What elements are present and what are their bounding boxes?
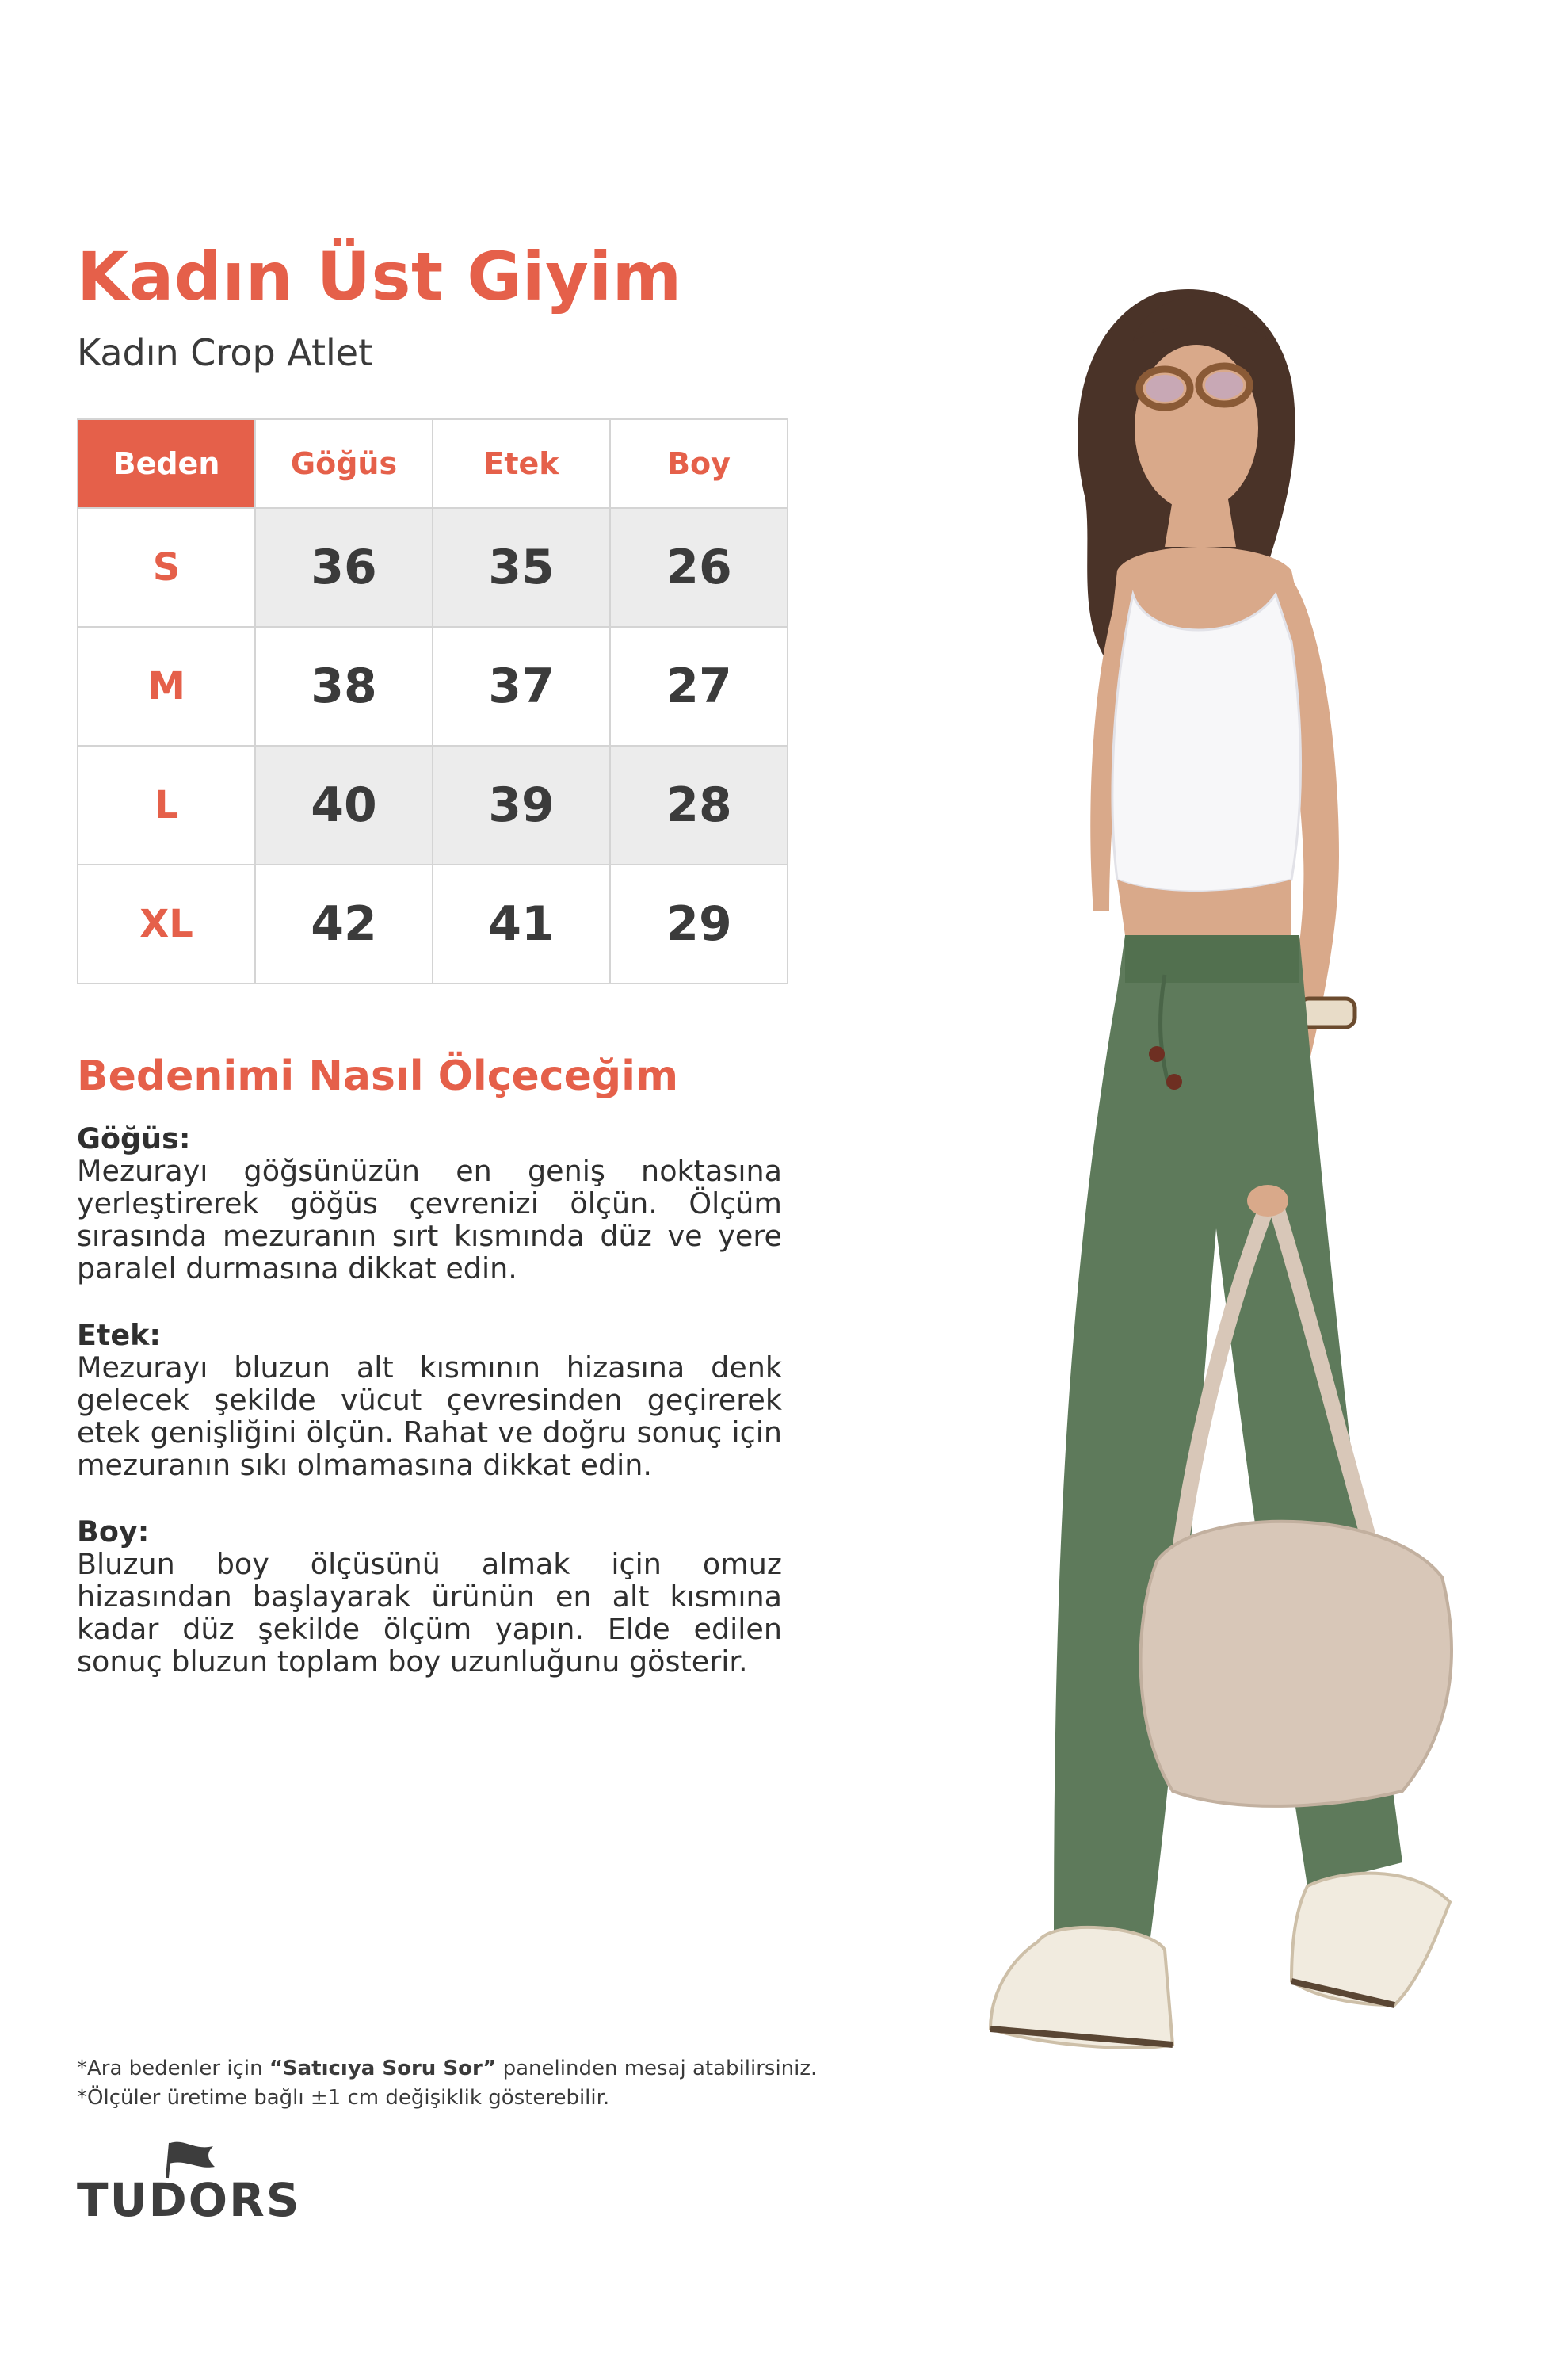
table-row [78, 746, 788, 865]
etek-value: 41 [433, 865, 610, 984]
guide-section-etek [77, 1319, 782, 1481]
footnote-suffix: panelinden mesaj atabilirsiniz. [496, 2057, 818, 2080]
gogus-value: 40 [255, 746, 433, 865]
size-label: M [78, 627, 255, 746]
brand-logo [77, 2140, 301, 2227]
boy-value: 29 [610, 865, 788, 984]
boy-value: 26 [610, 508, 788, 627]
gogus-value: 38 [255, 627, 433, 746]
guide-section-boy [77, 1515, 782, 1678]
column-header-beden: Beden [78, 419, 255, 508]
boy-value: 27 [610, 627, 788, 746]
footnote-emphasis: “Satıcıya Soru Sor” [269, 2057, 497, 2080]
table-header-row [78, 419, 788, 508]
guide-title: Bedenimi Nasıl Ölçeceğim [77, 1052, 679, 1100]
gogus-value: 36 [255, 508, 433, 627]
column-header-gogus: Göğüs [255, 419, 433, 508]
column-header-etek: Etek [433, 419, 610, 508]
footnote-line: *Ölçüler üretime bağlı ±1 cm değişiklik gösterebilir. [77, 2086, 610, 2110]
table-row [78, 865, 788, 984]
size-label: XL [78, 865, 255, 984]
table-row [78, 627, 788, 746]
guide-text: Bluzun boy ölçüsünü almak için omuz hizasından başlayarak ürünün en alt kısmına kadar düz şekilde ölçüm yapın. Elde edilen sonuç bluzun toplam boy uzunluğunu gösterir. [77, 1547, 782, 1679]
guide-text: Mezurayı göğsünüzün en geniş noktasına yerleştirerek göğüs çevrenizi ölçün. Ölçüm sırasında mezuranın sırt kısmında düz ve yere paralel durmasına dikkat edin. [77, 1154, 782, 1285]
page-subtitle: Kadın Crop Atlet [77, 331, 373, 374]
guide-text: Mezurayı bluzun alt kısmının hizasına denk gelecek şekilde vücut çevresinden geçirerek etek genişliğini ölçün. Rahat ve doğru sonuç için mezuranın sıkı olmamasına dikkat edin. [77, 1350, 782, 1482]
footnote-line [77, 2054, 817, 2084]
size-label: S [78, 508, 255, 627]
etek-value: 39 [433, 746, 610, 865]
size-chart-table [77, 418, 788, 984]
guide-heading: Göğüs: [77, 1121, 191, 1155]
boy-value: 28 [610, 746, 788, 865]
guide-heading: Etek: [77, 1318, 162, 1352]
model-photo [895, 198, 1545, 2195]
etek-value: 35 [433, 508, 610, 627]
etek-value: 37 [433, 627, 610, 746]
footnotes [77, 2054, 817, 2113]
footnote-prefix: *Ara bedenler için [77, 2057, 269, 2080]
logo-text: TUDORS [77, 2173, 301, 2227]
page-title: Kadın Üst Giyim [77, 238, 682, 315]
guide-section-gogus [77, 1122, 782, 1285]
column-header-boy: Boy [610, 419, 788, 508]
size-label: L [78, 746, 255, 865]
table-row [78, 508, 788, 627]
guide-heading: Boy: [77, 1515, 150, 1549]
gogus-value: 42 [255, 865, 433, 984]
